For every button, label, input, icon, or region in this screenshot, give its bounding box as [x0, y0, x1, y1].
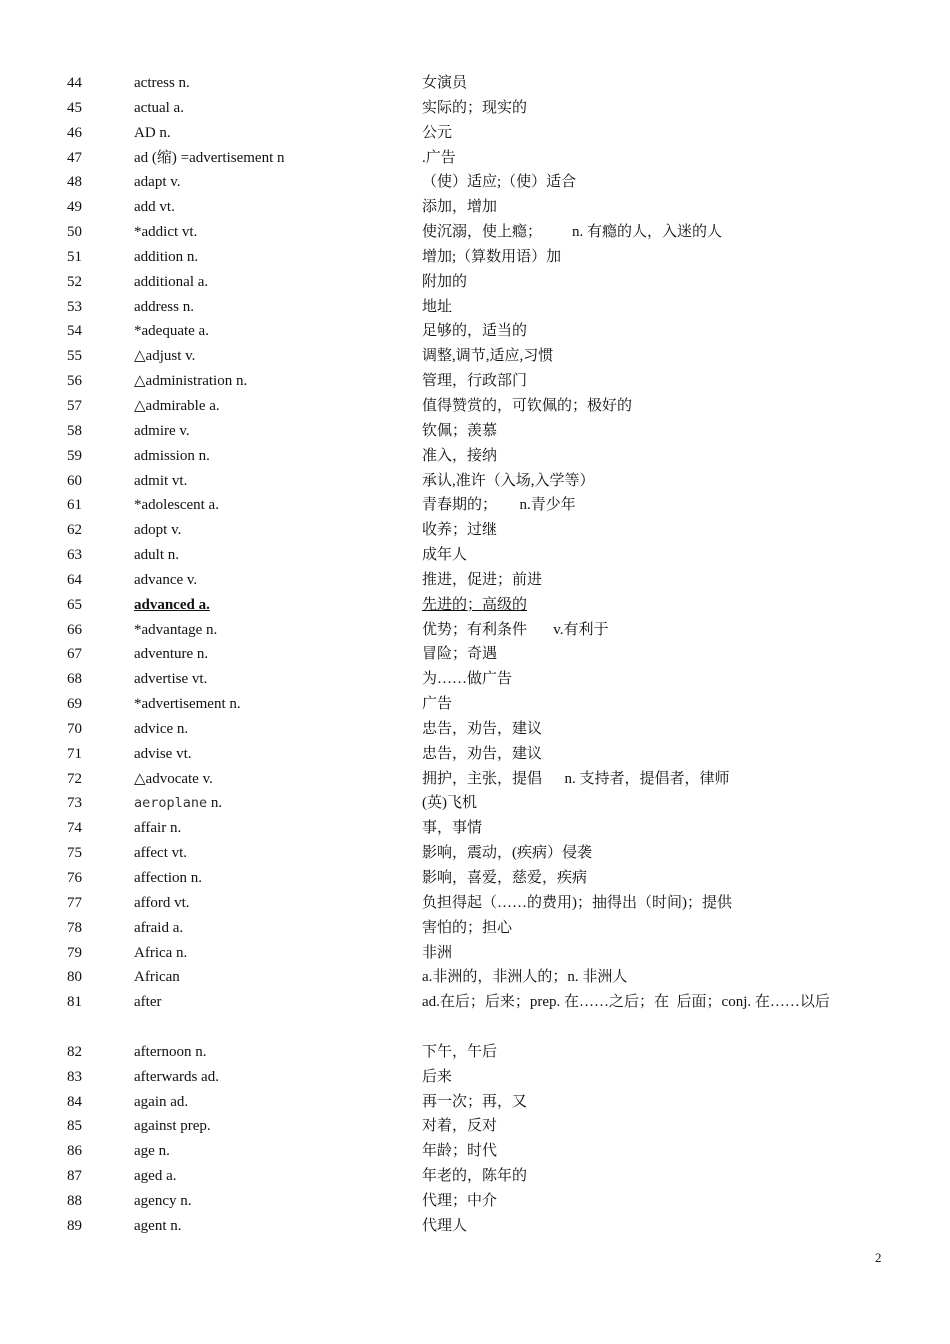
entry-word: Africa n.: [134, 944, 188, 961]
entry-number: 68: [67, 671, 82, 688]
entry-meaning: 附加的: [422, 273, 468, 290]
entry-number: 60: [67, 472, 82, 489]
entry-word: △advocate v.: [134, 770, 213, 787]
entry-number: 85: [67, 1118, 82, 1135]
vocab-row: [0, 791, 950, 816]
entry-number: 47: [67, 149, 82, 166]
entry-meaning: 青春期的； n.青少年: [422, 497, 576, 514]
entry-number: 72: [67, 770, 82, 787]
vocab-row: [0, 96, 950, 121]
vocabulary-list: [0, 71, 950, 1239]
entry-meaning: 公元: [422, 124, 453, 141]
entry-meaning: （使）适应;（使）适合: [422, 174, 577, 191]
entry-meaning: 影响，喜爱，慈爱，疾病: [422, 870, 588, 886]
vocab-row: [0, 369, 950, 394]
entry-number: 48: [67, 174, 82, 191]
entry-meaning: 成年人: [422, 547, 468, 564]
entry-word: ad (缩) =advertisement n: [134, 149, 285, 166]
vocab-row: [0, 866, 950, 891]
vocab-row: [0, 841, 950, 866]
vocab-row: [0, 543, 950, 568]
entry-word: *adequate a.: [134, 323, 209, 340]
entry-meaning: 为……做广告: [422, 671, 513, 688]
vocab-row: [0, 916, 950, 941]
entry-number: 78: [67, 919, 82, 936]
entry-meaning: 管理，行政部门: [422, 373, 528, 390]
entry-number: 81: [67, 994, 82, 1011]
entry-word: △admirable a.: [134, 397, 220, 414]
entry-meaning: 使沉溺，使上瘾； n. 有瘾的人，入迷的人: [422, 224, 723, 241]
entry-meaning: 年龄；时代: [422, 1143, 498, 1160]
entry-word: additional a.: [134, 273, 209, 290]
entry-number: 51: [67, 248, 82, 265]
entry-number: 62: [67, 522, 82, 539]
entry-number: 49: [67, 199, 82, 216]
entry-word: actress n.: [134, 75, 190, 91]
entry-number: 58: [67, 422, 82, 439]
vocab-row: [0, 245, 950, 270]
entry-meaning: ad.在后；后来；prep. 在……之后；在 后面；conj. 在……以后: [422, 994, 830, 1011]
entry-number: 74: [67, 820, 82, 837]
vocab-row: [0, 419, 950, 444]
entry-word-text: aeroplane: [134, 795, 208, 812]
entry-meaning: 增加;（算数用语）加: [422, 248, 562, 265]
entry-number: 67: [67, 646, 82, 663]
entry-word: affair n.: [134, 820, 182, 837]
vocab-row: [0, 146, 950, 171]
vocab-row: [0, 667, 950, 692]
vocab-row: [0, 618, 950, 643]
entry-word: adapt v.: [134, 174, 181, 191]
entry-number: 46: [67, 124, 82, 141]
vocab-row: [0, 891, 950, 916]
entry-number: 70: [67, 720, 82, 737]
entry-number: 69: [67, 696, 82, 713]
vocab-row: [0, 1040, 950, 1065]
page-number: 2: [875, 1250, 882, 1265]
entry-meaning: 添加，增加: [422, 199, 498, 216]
entry-meaning: 钦佩；羡慕: [422, 422, 498, 439]
entry-word: *advantage n.: [134, 621, 218, 638]
entry-number: 73: [67, 795, 82, 812]
entry-word: advice n.: [134, 720, 189, 737]
entry-word: afterwards ad.: [134, 1068, 219, 1085]
entry-word: after: [134, 994, 162, 1011]
entry-word: again ad.: [134, 1093, 189, 1110]
entry-number: 63: [67, 547, 82, 564]
entry-word: afford vt.: [134, 894, 190, 911]
entry-meaning: 承认,准许（入场,入学等）: [422, 472, 595, 489]
entry-word: age n.: [134, 1143, 170, 1160]
entry-number: 88: [67, 1192, 82, 1209]
vocab-row: [0, 593, 950, 618]
vocab-row: [0, 493, 950, 518]
entry-number: 84: [67, 1093, 82, 1110]
vocab-row: [0, 394, 950, 419]
entry-meaning: 拥护，主张，提倡 n. 支持者，提倡者，律师: [422, 770, 730, 787]
entry-word: African: [134, 969, 180, 986]
entry-meaning: 代理人: [422, 1217, 468, 1234]
entry-word: actual a.: [134, 99, 184, 116]
entry-number: 52: [67, 273, 82, 290]
entry-word: admire v.: [134, 422, 190, 439]
vocab-row: [0, 220, 950, 245]
entry-word: admit vt.: [134, 472, 188, 489]
entry-word: aged a.: [134, 1168, 177, 1185]
vocab-row: [0, 1164, 950, 1189]
entry-meaning: 足够的，适当的: [422, 323, 528, 340]
entry-meaning: 后来: [422, 1068, 453, 1085]
entry-word: adult n.: [134, 547, 179, 564]
entry-number: 75: [67, 845, 82, 862]
entry-number: 77: [67, 894, 82, 911]
entry-meaning: 年老的，陈年的: [422, 1168, 528, 1185]
entry-number: 55: [67, 348, 82, 365]
entry-word: △adjust v.: [134, 348, 196, 365]
vocab-row: [0, 1139, 950, 1164]
entry-word: afternoon n.: [134, 1043, 207, 1060]
entry-word: adventure n.: [134, 646, 209, 663]
vocab-row: [0, 742, 950, 767]
entry-meaning: .广告: [422, 149, 456, 166]
entry-number: 71: [67, 745, 82, 762]
vocab-row: [0, 195, 950, 220]
vocab-row: [0, 295, 950, 320]
vocab-row: [0, 1114, 950, 1139]
entry-word: *adolescent a.: [134, 497, 219, 514]
vocab-row: [0, 990, 950, 1040]
entry-word: against prep.: [134, 1118, 211, 1135]
entry-meaning: a.非洲的，非洲人的；n. 非洲人: [422, 969, 628, 986]
entry-word: agent n.: [134, 1217, 182, 1234]
entry-word: admission n.: [134, 447, 210, 464]
entry-meaning: 女演员: [422, 75, 468, 91]
entry-meaning: 对着，反对: [422, 1118, 498, 1135]
entry-meaning: 冒险；奇遇: [422, 646, 498, 663]
entry-meaning: 影响，震动，(疾病）侵袭: [422, 845, 592, 862]
entry-word: afraid a.: [134, 919, 184, 936]
vocab-row: [0, 518, 950, 543]
vocab-row: [0, 965, 950, 990]
entry-meaning: 代理；中介: [422, 1192, 498, 1209]
entry-word: advise vt.: [134, 745, 192, 762]
entry-number: 56: [67, 373, 82, 390]
vocab-row: [0, 1189, 950, 1214]
entry-meaning: 准入，接纳: [422, 447, 498, 464]
entry-word: AD n.: [134, 124, 171, 141]
vocab-row: [0, 568, 950, 593]
entry-meaning: 调整,调节,适应,习惯: [422, 348, 554, 365]
entry-meaning: 非洲: [422, 944, 453, 961]
vocab-row: [0, 1065, 950, 1090]
entry-meaning: 值得赞赏的，可钦佩的；极好的: [422, 397, 633, 414]
entry-number: 61: [67, 497, 82, 514]
vocab-row: [0, 469, 950, 494]
vocab-row: [0, 1090, 950, 1115]
entry-number: 54: [67, 323, 82, 340]
entry-number: 44: [67, 75, 82, 91]
entry-meaning: 收养；过继: [422, 522, 498, 539]
entry-number: 76: [67, 870, 82, 886]
entry-number: 53: [67, 298, 82, 315]
vocab-row: [0, 767, 950, 792]
entry-number: 79: [67, 944, 82, 961]
entry-meaning: 害怕的；担心: [422, 919, 513, 936]
entry-meaning: 事，事情: [422, 820, 483, 837]
entry-number: 64: [67, 571, 82, 588]
entry-word: *advertisement n.: [134, 696, 241, 713]
entry-word: addition n.: [134, 248, 199, 265]
vocab-row: [0, 941, 950, 966]
entry-number: 86: [67, 1143, 82, 1160]
entry-number: 87: [67, 1168, 82, 1185]
entry-meaning: 忠告，劝告，建议: [422, 745, 543, 762]
entry-meaning: 下午，午后: [422, 1043, 498, 1060]
entry-meaning: 优势；有利条件 v.有利于: [422, 621, 609, 638]
entry-meaning: 推进，促进；前进: [422, 571, 543, 588]
entry-word: advance v.: [134, 571, 198, 588]
entry-number: 83: [67, 1068, 82, 1085]
entry-number: 80: [67, 969, 82, 986]
entry-number: 45: [67, 99, 82, 116]
entry-word: *addict vt.: [134, 224, 198, 241]
vocab-row: [0, 717, 950, 742]
entry-meaning: 负担得起（……的费用)；抽得出（时间)；提供: [422, 894, 732, 911]
entry-word: [134, 791, 222, 816]
vocab-row: [0, 121, 950, 146]
entry-word: affection n.: [134, 870, 203, 886]
entry-meaning: 地址: [422, 298, 453, 315]
entry-word: address n.: [134, 298, 194, 315]
vocab-row: [0, 270, 950, 295]
vocab-row: [0, 170, 950, 195]
entry-meaning: 实际的；现实的: [422, 99, 528, 116]
vocab-row: [0, 319, 950, 344]
entry-number: 82: [67, 1043, 82, 1060]
vocab-row: [0, 344, 950, 369]
entry-number: 50: [67, 224, 82, 241]
entry-word: advanced a.: [134, 596, 210, 613]
entry-meaning: 先进的；高级的: [422, 596, 528, 613]
vocab-row: [0, 816, 950, 841]
vocab-row: [0, 692, 950, 717]
entry-number: 57: [67, 397, 82, 414]
entry-number: 66: [67, 621, 82, 638]
entry-word: agency n.: [134, 1192, 192, 1209]
entry-meaning: 广告: [422, 696, 453, 713]
entry-word: add vt.: [134, 199, 175, 216]
entry-meaning: (英)飞机: [422, 795, 477, 812]
entry-word: affect vt.: [134, 845, 188, 862]
entry-number: 65: [67, 596, 82, 613]
vocab-row: [0, 642, 950, 667]
entry-number: 89: [67, 1217, 82, 1234]
entry-word: △administration n.: [134, 373, 248, 390]
entry-word: advertise vt.: [134, 671, 208, 688]
vocab-row: [0, 1214, 950, 1239]
entry-word-suffix: n.: [207, 795, 223, 812]
entry-number: 59: [67, 447, 82, 464]
entry-meaning: 再一次；再，又: [422, 1093, 528, 1110]
vocab-row: [0, 71, 950, 96]
entry-word: adopt v.: [134, 522, 182, 539]
entry-meaning: 忠告，劝告，建议: [422, 720, 543, 737]
vocab-row: [0, 444, 950, 469]
